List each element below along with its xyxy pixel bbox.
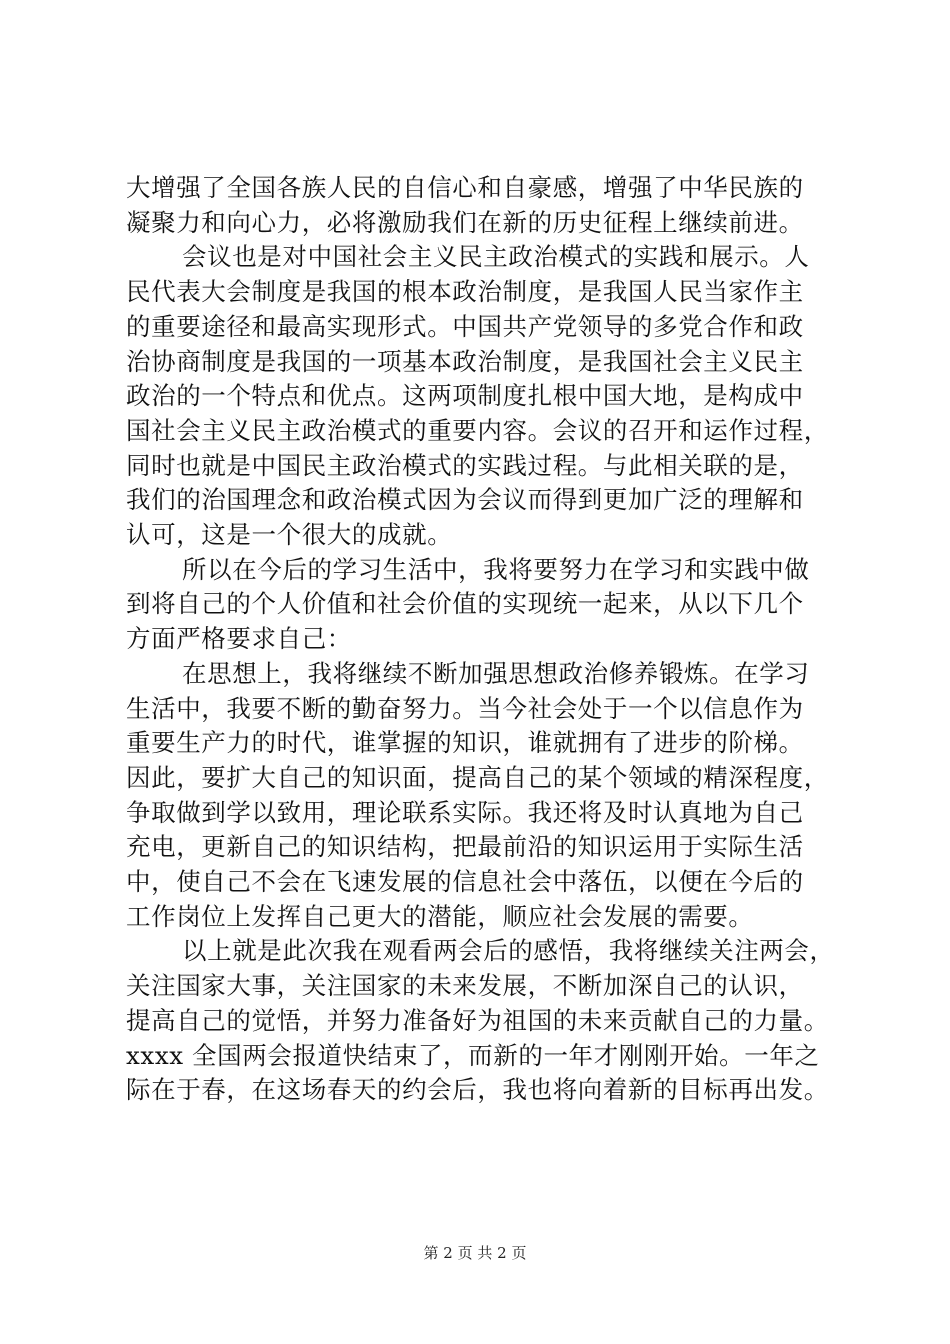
text-line: 工作岗位上发挥自己更大的潜能，顺应社会发展的需要。 [126,901,754,931]
text-line: 我们的治国理念和政治模式因为会议而得到更加广泛的理解和 [126,485,804,515]
text-line: 生活中，我要不断的勤奋努力。当今社会处于一个以信息作为 [126,693,804,723]
text-line: 的重要途径和最高实现形式。中国共产党领导的多党合作和政 [126,311,804,341]
text-line: 中，使自己不会在飞速发展的信息社会中落伍，以便在今后的 [126,867,804,897]
text-line: 政治的一个特点和优点。这两项制度扎根中国大地，是构成中 [126,381,804,411]
text-line: 充电，更新自己的知识结构，把最前沿的知识运用于实际生活 [126,832,804,862]
text-line: 际在于春，在这场春天的约会后，我也将向着新的目标再出发。 [126,1075,829,1105]
text-line: 提高自己的觉悟，并努力准备好为祖国的未来贡献自己的力量。 [126,1005,829,1035]
text-line: 重要生产力的时代，谁掌握的知识，谁就拥有了进步的阶梯。 [126,728,804,758]
paragraph-first-line: 会议也是对中国社会主义民主政治模式的实践和展示。人 [182,242,810,272]
text-line: 因此，要扩大自己的知识面，提高自己的某个领域的精深程度， [126,762,829,792]
paragraph-first-line: 在思想上，我将继续不断加强思想政治修养锻炼。在学习 [182,658,810,688]
text-line: 到将自己的个人价值和社会价值的实现统一起来，从以下几个 [126,589,804,619]
paragraph-first-line: 以上就是此次我在观看两会后的感悟，我将继续关注两会， [182,936,835,966]
text-line: xxxx 全国两会报道快结束了，而新的一年才刚刚开始。一年之 [126,1040,820,1070]
text-line: 大增强了全国各族人民的自信心和自豪感，增强了中华民族的 [126,173,804,202]
text-line: 凝聚力和向心力，必将激励我们在新的历史征程上继续前进。 [126,207,804,237]
text-line: 治协商制度是我国的一项基本政治制度，是我国社会主义民主 [126,346,804,376]
text-line: 同时也就是中国民主政治模式的实践过程。与此相关联的是， [126,450,804,480]
paragraph-first-line: 所以在今后的学习生活中，我将要努力在学习和实践中做 [182,554,810,584]
text-line: 争取做到学以致用，理论联系实际。我还将及时认真地为自己 [126,797,804,827]
document-body [126,171,835,1108]
text-line: 方面严格要求自己： [126,624,352,654]
page-footer: 第 2 页 共 2 页 [423,1244,527,1262]
text-line: 认可，这是一个很大的成就。 [126,520,453,550]
text-line: 民代表大会制度是我国的根本政治制度，是我国人民当家作主 [126,277,804,307]
text-line: 关注国家大事，关注国家的未来发展，不断加深自己的认识， [126,971,804,1001]
text-line: 国社会主义民主政治模式的重要内容。会议的召开和运作过程， [126,415,829,445]
